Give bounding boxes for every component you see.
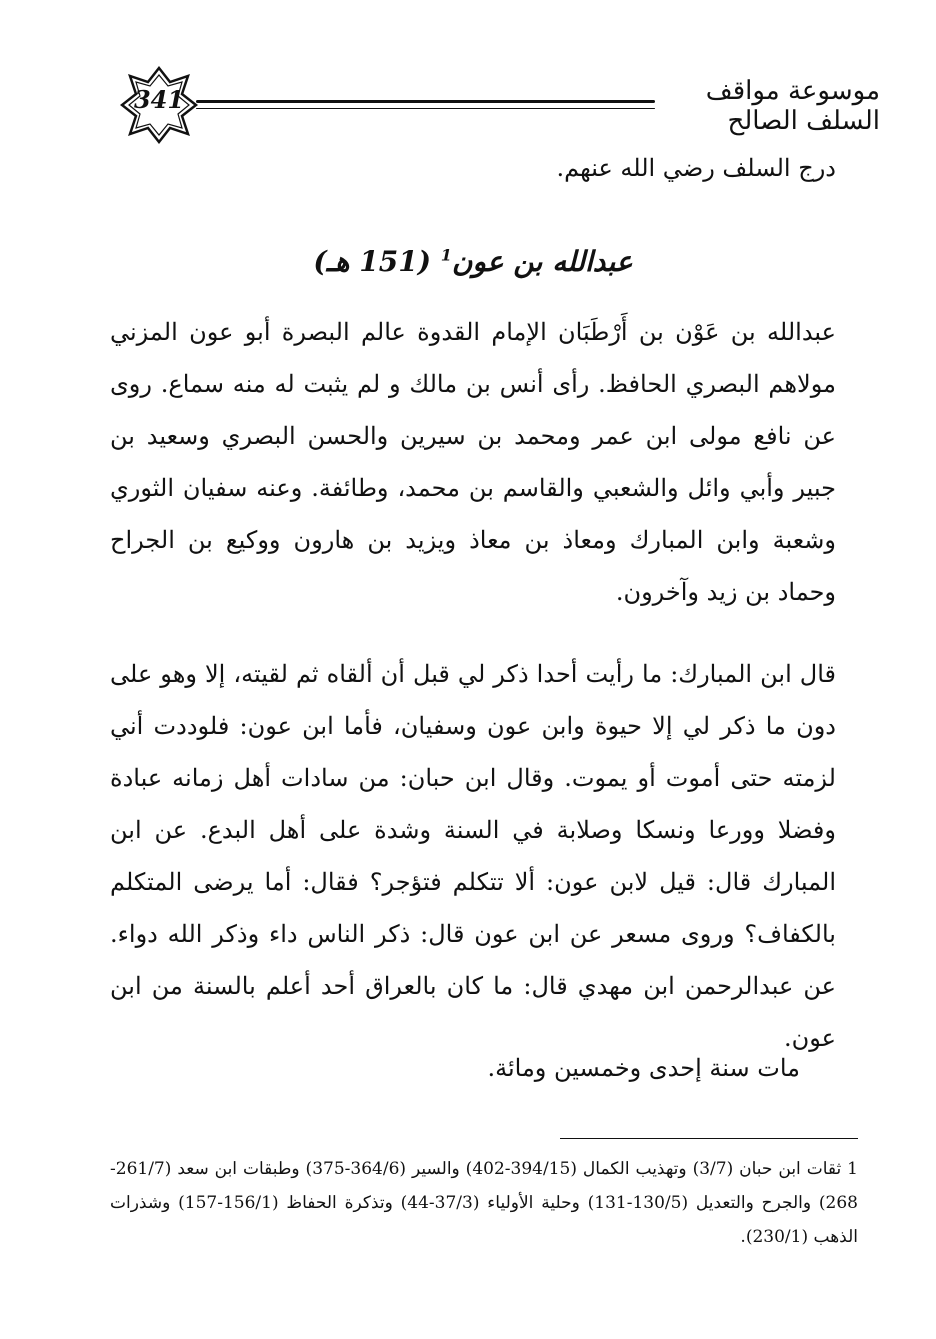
section-title: عبدالله بن عون: [451, 245, 633, 278]
section-year: (151 هـ): [313, 245, 431, 278]
page-number: 341: [133, 85, 185, 114]
footnote-separator: [560, 1138, 858, 1139]
death-paragraph: مات سنة إحدى وخمسين ومائة.: [487, 1054, 800, 1082]
header-rule: [196, 100, 655, 103]
biography-paragraph: عبدالله بن عَوْن بن أَرْطَبَان الإمام القدوة عالم البصرة أبو عون المزني مولاهم البصري الحافظ. رأى أنس بن مالك و لم يثبت له منه سماع. روى عن نافع مولى ابن عمر ومحمد بن سيرين والحسن البصري وسعيد بن جبير وأبي وائل والشعبي والقاسم بن محمد، وطائفة. وعنه سفيان الثوري وشعبة وابن المبارك ومعاذ بن معاذ ويزيد بن هارون ووكيع بن الجراح وحماد بن زيد وآخرون.: [110, 318, 837, 606]
series-title: موسوعة مواقف السلف الصالح: [705, 76, 880, 136]
page-header: [100, 58, 880, 148]
quotes-paragraph: قال ابن المبارك: ما رأيت أحدا ذكر لي قبل أن ألقاه ثم لقيته، إلا وهو على دون ما ذكر لي إلا حيوة وابن عون وسفيان، فأما ابن عون: فلوددت أني لزمته حتى أموت أو يموت. وقال ابن حبان: من سادات أهل زمانه عبادة وفضلا وورعا ونسكا وصلابة في السنة وشدة على أهل البدع. عن ابن المبارك قال: قيل لابن عون: ألا تتكلم فتؤجر؟ فقال: أما يرضى المتكلم بالكفاف؟ وروى مسعر عن ابن عون قال: ذكر الناس داء وذكر الله دواء. عن عبدالرحمن ابن مهدي قال: ما كان بالعراق أحد أعلم بالسنة من ابن عون.: [110, 660, 836, 1052]
footnote: 1 ثقات ابن حبان (3/7) وتهذيب الكمال (394/15-402) والسير (364/6-375) وطبقات ابن سعد (261/7-268) والجرح والتعديل (130/5-131) وحلية الأولياء (37/3-44) وتذكرة الحفاظ (156/1-157) وشذرات الذهب (230/1).: [110, 1159, 858, 1247]
section-heading: [110, 245, 836, 278]
footnote-marker[interactable]: 1: [440, 245, 452, 265]
header-rule-thin: [196, 108, 655, 109]
opening-line: درج السلف رضي الله عنهم.: [556, 154, 836, 182]
